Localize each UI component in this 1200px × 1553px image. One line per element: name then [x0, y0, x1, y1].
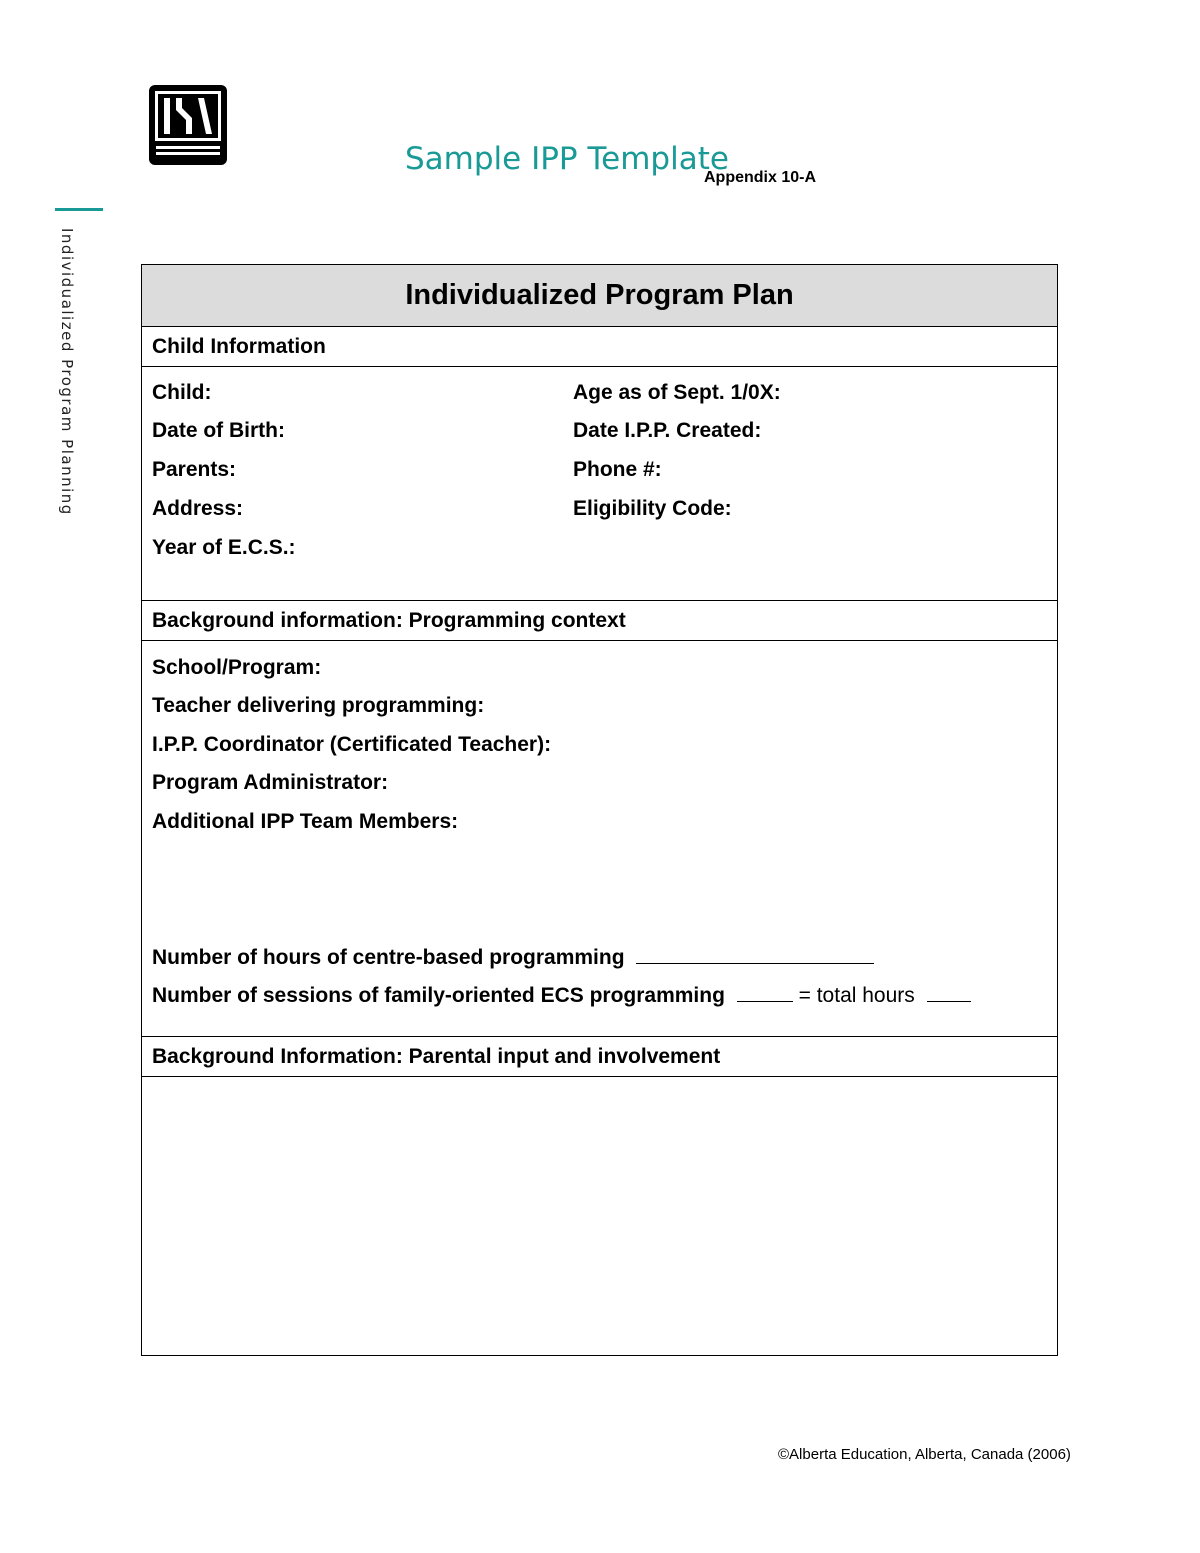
program-administrator-field[interactable]: Program Administrator:	[152, 771, 389, 794]
date-of-birth-field[interactable]: Date of Birth:	[152, 419, 285, 442]
family-sessions-label: Number of sessions of family-oriented ECS programming	[152, 984, 725, 1007]
school-program-field[interactable]: School/Program:	[152, 656, 322, 679]
copyright: ©Alberta Education, Alberta, Canada (2006)	[778, 1446, 1071, 1463]
side-accent-rule	[55, 208, 103, 211]
alberta-education-logo	[148, 84, 228, 166]
centre-hours-label: Number of hours of centre-based programming	[152, 946, 625, 969]
appendix-label: Appendix 10-A	[704, 169, 817, 186]
programming-context-section	[142, 640, 1057, 1036]
date-ipp-created-field[interactable]: Date I.P.P. Created:	[573, 419, 762, 442]
family-sessions-blank[interactable]	[737, 983, 793, 1002]
child-field[interactable]: Child:	[152, 381, 212, 404]
centre-hours-blank[interactable]	[636, 945, 874, 964]
eligibility-code-field[interactable]: Eligibility Code:	[573, 497, 732, 520]
side-section-label: Individualized Program Planning	[58, 228, 76, 516]
parental-input-heading: Background Information: Parental input and involvement	[142, 1036, 1057, 1076]
parental-input-area[interactable]	[142, 1076, 1057, 1355]
form-title: Individualized Program Plan	[142, 265, 1057, 326]
year-of-ecs-field[interactable]: Year of E.C.S.:	[152, 536, 296, 559]
ipp-form	[141, 264, 1058, 1356]
teacher-field[interactable]: Teacher delivering programming:	[152, 694, 485, 717]
page-title: Sample IPP Template	[405, 141, 729, 177]
total-hours-label: = total hours	[798, 984, 915, 1007]
child-info-heading: Child Information	[142, 326, 1057, 366]
age-field[interactable]: Age as of Sept. 1/0X:	[573, 381, 781, 404]
total-hours-blank[interactable]	[927, 983, 971, 1002]
centre-hours-line	[152, 945, 874, 971]
family-sessions-line	[152, 983, 971, 1009]
ipp-coordinator-field[interactable]: I.P.P. Coordinator (Certificated Teacher):	[152, 733, 552, 756]
additional-team-members-field[interactable]: Additional IPP Team Members:	[152, 810, 459, 833]
address-field[interactable]: Address:	[152, 497, 244, 520]
phone-field[interactable]: Phone #:	[573, 458, 662, 481]
parents-field[interactable]: Parents:	[152, 458, 237, 481]
child-info-section	[142, 366, 1057, 600]
programming-context-heading: Background information: Programming context	[142, 600, 1057, 640]
